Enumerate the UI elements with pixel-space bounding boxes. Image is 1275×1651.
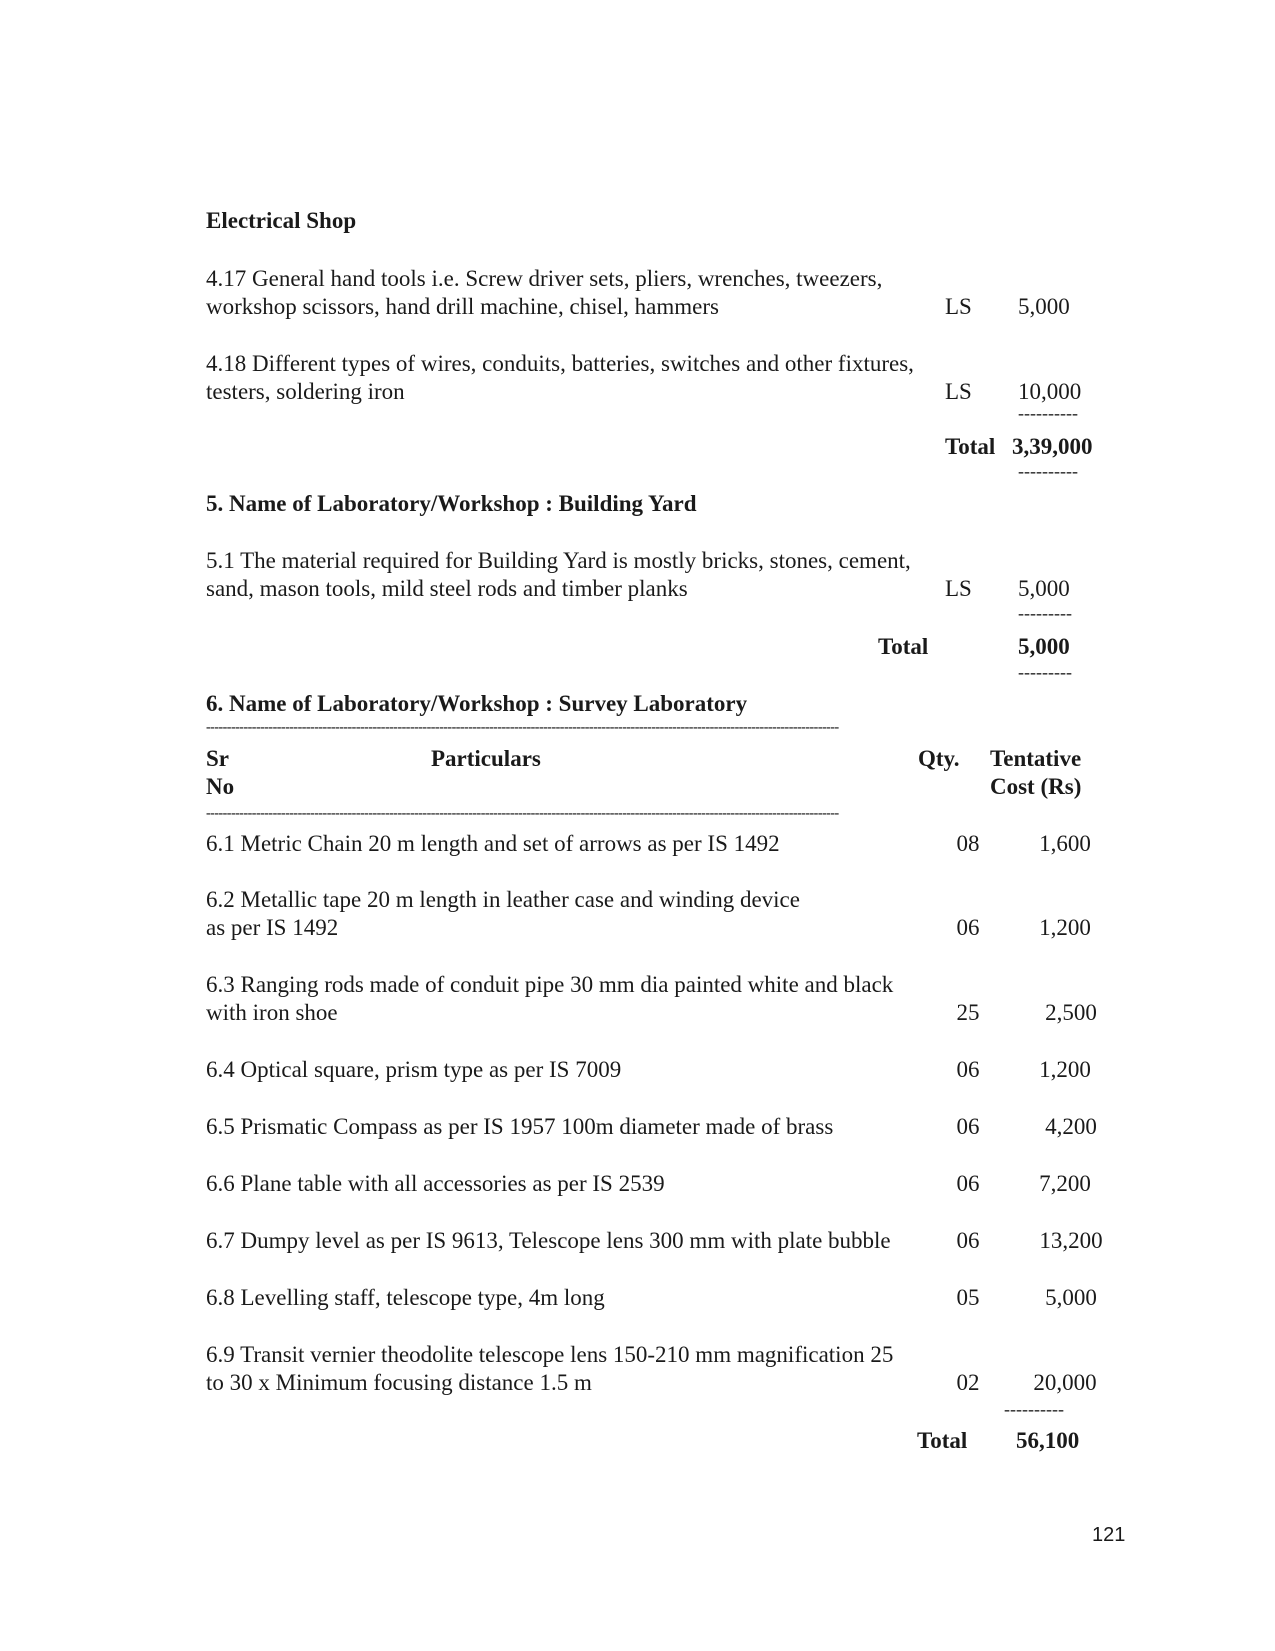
item-text-line1: 4.17 General hand tools i.e. Screw driver sets, pliers, wrenches, tweezers, [206, 266, 883, 291]
total-label: Total [945, 434, 996, 459]
table-rule-top: -------------------------------------------------------------------------------------------------------------------------------------------------------- [206, 723, 839, 733]
row-qty: 06 [956, 1228, 980, 1253]
total-label: Total [917, 1428, 968, 1453]
total-label: Total [878, 634, 929, 659]
dash-separator: ---------- [1004, 1399, 1064, 1419]
row-cost: 5,000 [1045, 1285, 1097, 1310]
row-particulars: 6.8 Levelling staff, telescope type, 4m long [206, 1285, 605, 1310]
row-particulars: 6.3 Ranging rods made of conduit pipe 30 mm dia painted white and black [206, 972, 894, 997]
row-qty: 08 [956, 831, 980, 856]
row-particulars: 6.6 Plane table with all accessories as per IS 2539 [206, 1171, 665, 1196]
row-qty: 06 [956, 1114, 980, 1139]
row-particulars: 6.1 Metric Chain 20 m length and set of arrows as per IS 1492 [206, 831, 780, 856]
column-header-cost: Tentative [990, 746, 1082, 771]
dash-separator: ---------- [1018, 403, 1078, 423]
row-cost: 1,200 [1039, 915, 1091, 940]
column-header-qty: Qty. [918, 746, 960, 771]
row-cost: 13,200 [1039, 1228, 1103, 1253]
row-qty: 06 [956, 1171, 980, 1196]
row-qty: 06 [956, 1057, 980, 1082]
item-text-line1: 4.18 Different types of wires, conduits, batteries, switches and other fixtures, [206, 351, 914, 376]
column-header-cost-unit: Cost (Rs) [990, 774, 1082, 799]
item-text-line2: sand, mason tools, mild steel rods and timber planks [206, 576, 688, 601]
row-particulars: 6.7 Dumpy level as per IS 9613, Telescope lens 300 mm with plate bubble [206, 1228, 891, 1253]
row-particulars: 6.2 Metallic tape 20 m length in leather case and winding device [206, 887, 800, 912]
section-heading-survey: 6. Name of Laboratory/Workshop : Survey Laboratory [206, 691, 748, 716]
item-cost: 5,000 [1018, 576, 1070, 601]
dash-separator: --------- [1018, 662, 1072, 682]
column-header-particulars: Particulars [431, 746, 541, 771]
row-particulars-cont: as per IS 1492 [206, 915, 339, 940]
dash-separator: ---------- [1018, 461, 1078, 481]
item-cost: 5,000 [1018, 294, 1070, 319]
row-cost: 20,000 [1033, 1370, 1097, 1395]
row-qty: 02 [956, 1370, 980, 1395]
row-particulars: 6.5 Prismatic Compass as per IS 1957 100m diameter made of brass [206, 1114, 834, 1139]
row-qty: 06 [956, 915, 980, 940]
total-value: 3,39,000 [1012, 434, 1093, 459]
row-particulars: 6.4 Optical square, prism type as per IS 7009 [206, 1057, 622, 1082]
total-value: 5,000 [1018, 634, 1070, 659]
table-rule-header: -------------------------------------------------------------------------------------------------------------------------------------------------------- [206, 809, 839, 819]
item-text-line2: workshop scissors, hand drill machine, chisel, hammers [206, 294, 719, 319]
item-cost: 10,000 [1018, 379, 1082, 404]
row-cost: 2,500 [1045, 1000, 1097, 1025]
section-heading-building-yard: 5. Name of Laboratory/Workshop : Building Yard [206, 491, 697, 516]
item-qty: LS [945, 294, 972, 319]
row-particulars-cont: with iron shoe [206, 1000, 338, 1025]
dash-separator: --------- [1018, 603, 1072, 623]
row-particulars-cont: to 30 x Minimum focusing distance 1.5 m [206, 1370, 592, 1395]
total-value: 56,100 [1016, 1428, 1080, 1453]
item-text-line2: testers, soldering iron [206, 379, 405, 404]
column-header-sr: Sr [206, 746, 229, 771]
row-cost: 1,600 [1039, 831, 1091, 856]
item-qty: LS [945, 379, 972, 404]
section-heading-electrical: Electrical Shop [206, 208, 357, 233]
row-cost: 1,200 [1039, 1057, 1091, 1082]
row-cost: 4,200 [1045, 1114, 1097, 1139]
column-header-no: No [206, 774, 235, 799]
row-particulars: 6.9 Transit vernier theodolite telescope lens 150-210 mm magnification 25 [206, 1342, 894, 1367]
row-qty: 05 [956, 1285, 980, 1310]
row-qty: 25 [956, 1000, 980, 1025]
page-number: 121 [1092, 1524, 1126, 1546]
row-cost: 7,200 [1039, 1171, 1091, 1196]
item-qty: LS [945, 576, 972, 601]
item-text-line1: 5.1 The material required for Building Yard is mostly bricks, stones, cement, [206, 548, 911, 573]
